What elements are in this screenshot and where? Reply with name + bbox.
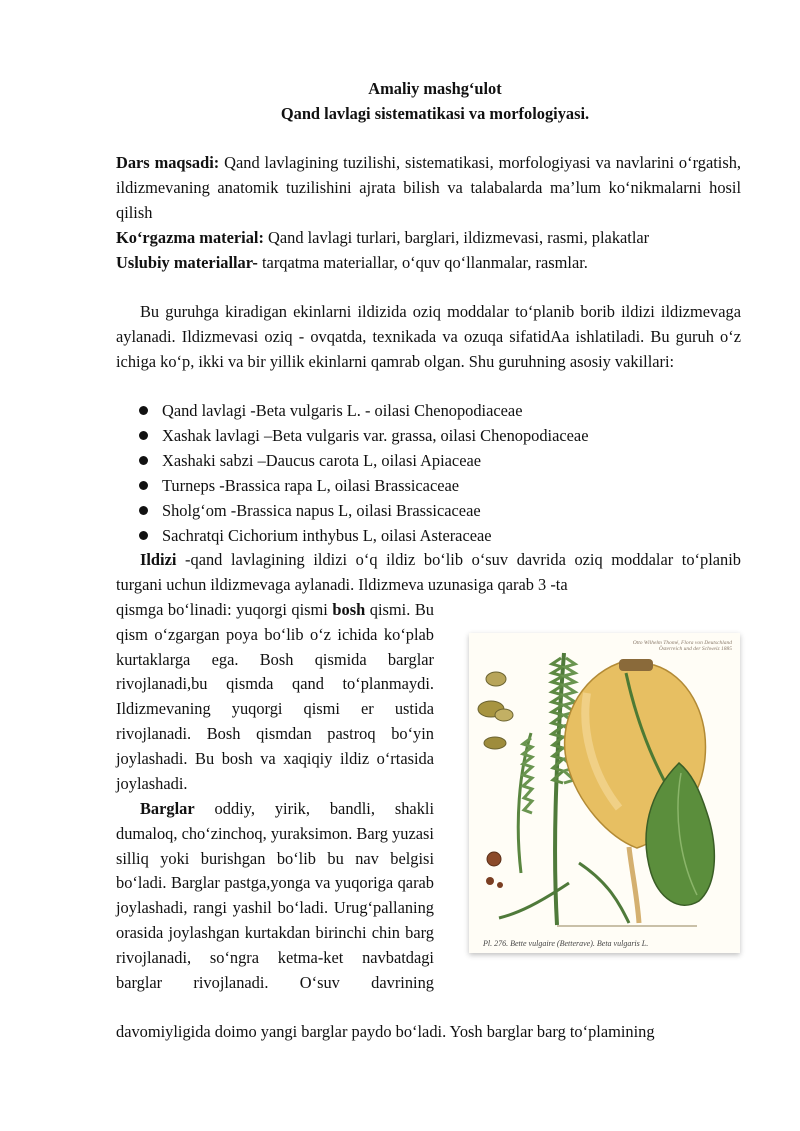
leaves-paragraph-last-line: davomiyligida doimo yangi barglar paydo bo‘ladi. Yosh barglar barg to‘plamining: [116, 1022, 655, 1041]
exhibit-text: Qand lavlagi turlari, barglari, ildizmevasi, rasmi, plakatlar: [263, 228, 650, 247]
methodical-materials: [116, 251, 741, 276]
crop-list: [137, 398, 588, 548]
lesson-goal: [116, 151, 741, 225]
leaves-paragraph: [116, 797, 434, 995]
leaves-label: Barglar: [140, 799, 195, 818]
figure-caption: Pl. 276. Bette vulgaire (Betterave). Beta vulgaris L.: [483, 939, 649, 948]
leaves-text: oddiy, yirik, bandli, shakli dumaloq, cho‘zinchoq, yuraksimon. Barg yuzasi silliq yoki burishgan bo‘lib bu nav belgisi bo‘ladi. Barglar pastga,yonga va yuqoriga qarab joylashadi, rangi yashil bo‘ladi. Urug‘pallaning orasida joylashgan kurtakdan birinchi chin barg rivojlanadi, so‘ngra ketma-ket navbatdagi barglar rivojlanadi. O‘suv davrining: [116, 799, 434, 992]
root-paragraph-continued: [116, 598, 434, 796]
list-item: Sholg‘om -Brassica napus L, oilasi Brassicaceae: [137, 498, 588, 523]
methods-text: tarqatma materiallar, o‘quv qo‘llanmalar, rasmlar.: [257, 253, 588, 272]
exhibit-label: Ko‘rgazma material:: [116, 228, 264, 247]
beet-illustration: [469, 633, 740, 953]
methods-label: Uslubiy materiallar-: [116, 253, 258, 272]
root-text-a: qismga bo‘linadi: yuqorgi qismi: [116, 600, 333, 619]
document-subtitle: Qand lavlagi sistematikasi va morfologiyasi.: [280, 104, 590, 123]
lesson-goal-label: Dars maqsadi:: [116, 153, 220, 172]
list-item: Xashaki sabzi –Daucus carota L, oilasi Apiaceae: [137, 448, 588, 473]
list-item: Sachratqi Cichorium inthybus L, oilasi Asteraceae: [137, 523, 588, 548]
root-text-b: qismi. Bu qism o‘zgargan poya bo‘lib o‘z ichida ko‘plab kurtaklarga ega. Bosh qismida barglar rivojlanadi,bu qismda qand to‘planmaydi. Ildizmevaning yuqorgi qismi er ustida rivojlanadi. Bosh qismdan pastroq bo‘yin joylashadi. Bu bosh va xaqiqiy ildiz o‘rtasida joylashadi.: [116, 600, 434, 793]
list-item: Qand lavlagi -Beta vulgaris L. - oilasi Chenopodiaceae: [137, 398, 588, 423]
figure-caption-top: Otto Wilhelm Thomé, Flora von Deutschland Österreich und der Schweiz 1885: [632, 640, 732, 652]
lesson-goal-text: Qand lavlagining tuzilishi, sistematikasi, morfologiyasi va navlarini o‘rgatish, ildizmevaning anatomik tuzilishini ajrata bilish va talabalarda ma’lum ko‘nikmalarni hosil qilish: [116, 153, 741, 222]
sugar-beet-drawing: [469, 633, 740, 953]
root-text: -qand lavlagining ildizi o‘q ildiz bo‘lib o‘suv davrida oziq moddalar to‘planib turgani uchun ildizmevaga aylanadi. Ildizmeva uzunasiga qarab 3 -ta: [116, 550, 741, 594]
root-paragraph: [116, 548, 741, 598]
root-label: Ildizi: [140, 550, 177, 569]
list-item: Xashak lavlagi –Beta vulgaris var. grassa, oilasi Chenopodiaceae: [137, 423, 588, 448]
list-item: Turneps -Brassica rapa L, oilasi Brassicaceae: [137, 473, 588, 498]
head-term: bosh: [332, 600, 366, 619]
intro-paragraph: Bu guruhga kiradigan ekinlarni ildizida oziq moddalar to‘planib borib ildizi ildizmevaga aylanadi. Ildizmevasi oziq - ovqatda, texnikada va ozuqa sifatidAa ishlatiladi. Bu guruh o‘z ichiga ko‘p, ikki va bir yillik ekinlarni qamrab olgan. Shu guruhning asosiy vakillari:: [116, 302, 741, 371]
document-title: Amaliy mashg‘ulot: [368, 79, 502, 98]
exhibit-materials: [116, 226, 741, 251]
